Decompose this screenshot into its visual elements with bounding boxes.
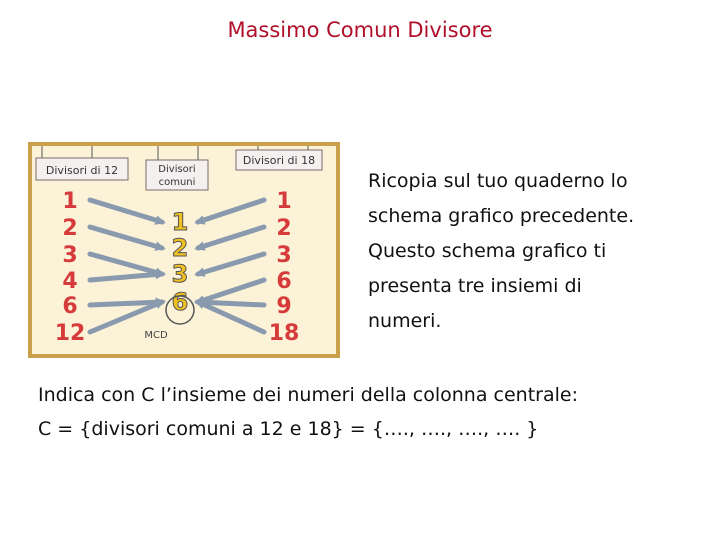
paragraph-line: Ricopia sul tuo quaderno lo [368,170,628,192]
paragraph-line: schema grafico precedente. [368,205,635,227]
divisor-18-number: 6 [276,269,292,294]
label-divisori-18: Divisori di 18 [242,154,316,167]
divisor-12-number: 4 [62,269,78,294]
common-divisor-number: 6 [171,288,189,316]
divisor-12-number: 3 [62,243,78,268]
paragraph-line: numeri. [368,310,442,332]
instruction-paragraph [368,164,703,339]
label-divisori-12: Divisori di 12 [45,164,119,177]
divisors-diagram [28,142,340,358]
exercise-text [38,378,708,446]
divisor-18-number: 9 [276,294,292,319]
divisor-18-number: 3 [276,243,292,268]
paragraph-line: presenta tre insiemi di [368,275,582,297]
mcd-label: MCD [144,330,168,341]
divisor-12-number: 2 [62,216,78,241]
divisor-12-number: 1 [62,189,78,214]
paragraph-line: Questo schema grafico ti [368,240,607,262]
label-divisori-comuni-1: Divisori [158,164,196,175]
divisor-12-number: 12 [54,321,86,346]
divisor-18-number: 1 [276,189,292,214]
common-divisor-number: 2 [171,234,189,262]
exercise-instruction: Indica con C l’insieme dei numeri della colonna centrale: [38,384,578,406]
divisor-18-number: 2 [276,216,292,241]
divisor-12-number: 6 [62,294,78,319]
divisor-18-number: 18 [268,321,300,346]
label-divisori-comuni-2: comuni [158,177,196,188]
common-divisor-number: 3 [171,260,189,288]
common-divisors-column [172,208,189,316]
page-title: Massimo Comun Divisore [227,18,493,42]
exercise-set-definition: C = {divisori comuni a 12 e 18} = {…., …., …., …. } [38,418,539,440]
common-divisor-number: 1 [171,208,189,236]
